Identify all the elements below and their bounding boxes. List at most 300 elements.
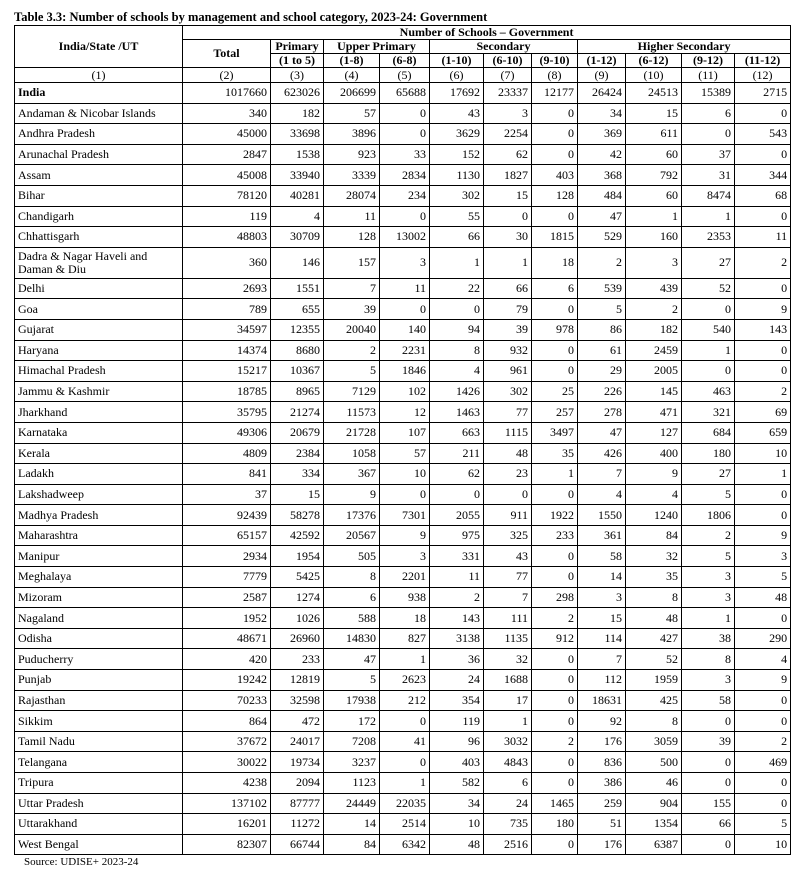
value-cell: 5 [324,670,380,691]
value-cell: 1954 [271,546,324,567]
value-cell: 1026 [271,608,324,629]
value-cell: 66 [682,814,735,835]
value-cell: 484 [578,185,626,206]
value-cell: 42592 [271,525,324,546]
value-cell: 4 [430,361,484,382]
value-cell: 7779 [183,567,271,588]
value-cell: 2254 [484,124,532,145]
value-cell: 60 [626,144,682,165]
value-cell: 43 [430,103,484,124]
value-cell: 789 [183,299,271,320]
value-cell: 17 [484,690,532,711]
value-cell: 65157 [183,525,271,546]
value-cell: 10367 [271,361,324,382]
value-cell: 471 [626,402,682,423]
value-cell: 2 [682,525,735,546]
value-cell: 2 [532,608,578,629]
value-cell: 34597 [183,319,271,340]
state-name-cell: Chandigarh [15,206,183,227]
value-cell: 114 [578,628,626,649]
value-cell: 27 [682,464,735,485]
table-row [15,608,791,629]
table-row [15,247,791,278]
table-row [15,773,791,794]
column-index: (9) [578,68,626,83]
value-cell: 0 [735,361,791,382]
value-cell: 17938 [324,690,380,711]
value-cell: 2 [735,247,791,278]
value-cell: 111 [484,608,532,629]
value-cell: 17376 [324,505,380,526]
value-cell: 14830 [324,628,380,649]
value-cell: 39 [484,319,532,340]
value-cell: 0 [532,670,578,691]
value-cell: 7 [578,649,626,670]
value-cell: 52 [682,278,735,299]
state-name-cell: Ladakh [15,464,183,485]
sub-header: (9-10) [532,54,578,68]
value-cell: 13002 [380,227,430,248]
value-cell: 0 [532,711,578,732]
value-cell: 39 [682,731,735,752]
value-cell: 128 [324,227,380,248]
value-cell: 47 [324,649,380,670]
value-cell: 1274 [271,587,324,608]
value-cell: 22 [430,278,484,299]
value-cell: 112 [578,670,626,691]
value-cell: 588 [324,608,380,629]
table-row [15,185,791,206]
value-cell: 0 [735,505,791,526]
value-cell: 20679 [271,422,324,443]
value-cell: 975 [430,525,484,546]
state-name-cell: Chhattisgarh [15,227,183,248]
table-row [15,422,791,443]
value-cell: 3237 [324,752,380,773]
value-cell: 1 [380,773,430,794]
value-cell: 582 [430,773,484,794]
table-row [15,670,791,691]
value-cell: 0 [532,206,578,227]
value-cell: 12 [380,402,430,423]
table-row [15,464,791,485]
value-cell: 62 [430,464,484,485]
table-row [15,299,791,320]
value-cell: 369 [578,124,626,145]
value-cell: 3 [578,587,626,608]
value-cell: 8965 [271,381,324,402]
value-cell: 368 [578,165,626,186]
value-cell: 66 [430,227,484,248]
value-cell: 1240 [626,505,682,526]
value-cell: 234 [380,185,430,206]
sub-header: (1 to 5) [271,54,324,68]
value-cell: 9 [735,670,791,691]
sub-header: (6-10) [484,54,532,68]
value-cell: 157 [324,247,380,278]
value-cell: 78120 [183,185,271,206]
table-row [15,731,791,752]
value-cell: 92 [578,711,626,732]
value-cell: 0 [682,711,735,732]
value-cell: 827 [380,628,430,649]
value-cell: 119 [183,206,271,227]
value-cell: 12177 [532,83,578,104]
value-cell: 61 [578,340,626,361]
value-cell: 0 [682,299,735,320]
column-index-row [15,68,791,83]
table-row [15,525,791,546]
state-name-cell: Jharkhand [15,402,183,423]
value-cell: 4 [271,206,324,227]
value-cell: 1123 [324,773,380,794]
state-name-cell: Odisha [15,628,183,649]
value-cell: 3896 [324,124,380,145]
value-cell: 19734 [271,752,324,773]
value-cell: 15 [578,608,626,629]
state-name-cell: Manipur [15,546,183,567]
value-cell: 233 [271,649,324,670]
sub-header: (1-8) [324,54,380,68]
value-cell: 2715 [735,83,791,104]
value-cell: 87777 [271,793,324,814]
state-name-cell: Tripura [15,773,183,794]
column-index: (6) [430,68,484,83]
value-cell: 27 [682,247,735,278]
state-name-cell: Andhra Pradesh [15,124,183,145]
state-name-cell: Uttar Pradesh [15,793,183,814]
value-cell: 8 [430,340,484,361]
value-cell: 1 [626,206,682,227]
value-cell: 77 [484,567,532,588]
state-name-cell: Uttarakhand [15,814,183,835]
value-cell: 28074 [324,185,380,206]
value-cell: 1 [484,711,532,732]
value-cell: 96 [430,731,484,752]
value-cell: 360 [183,247,271,278]
value-cell: 1550 [578,505,626,526]
value-cell: 47 [578,206,626,227]
value-cell: 2587 [183,587,271,608]
value-cell: 57 [380,443,430,464]
value-cell: 2 [430,587,484,608]
value-cell: 0 [735,484,791,505]
value-cell: 24 [430,670,484,691]
value-cell: 0 [735,690,791,711]
value-cell: 2 [626,299,682,320]
value-cell: 3339 [324,165,380,186]
value-cell: 19242 [183,670,271,691]
value-cell: 58278 [271,505,324,526]
value-cell: 2834 [380,165,430,186]
value-cell: 20040 [324,319,380,340]
value-cell: 0 [735,340,791,361]
value-cell: 912 [532,628,578,649]
value-cell: 33698 [271,124,324,145]
source-note: Source: UDISE+ 2023-24 [24,856,139,869]
value-cell: 2384 [271,443,324,464]
group-header: Number of Schools – Government [183,26,791,40]
table-row [15,628,791,649]
value-cell: 0 [735,144,791,165]
sub-header: (6-12) [626,54,682,68]
value-cell: 35 [532,443,578,464]
value-cell: 0 [532,834,578,855]
value-cell: 182 [271,103,324,124]
value-cell: 7208 [324,731,380,752]
table-title: Table 3.3: Number of schools by management and school category, 2023-24: Government [14,10,488,24]
value-cell: 961 [484,361,532,382]
primary-header: Primary [271,40,324,54]
state-name-cell: Sikkim [15,711,183,732]
value-cell: 36 [430,649,484,670]
value-cell: 26960 [271,628,324,649]
value-cell: 8 [626,711,682,732]
value-cell: 0 [484,484,532,505]
value-cell: 0 [532,773,578,794]
value-cell: 180 [532,814,578,835]
value-cell: 655 [271,299,324,320]
value-cell: 84 [324,834,380,855]
value-cell: 0 [735,608,791,629]
value-cell: 1058 [324,443,380,464]
value-cell: 0 [380,711,430,732]
value-cell: 4843 [484,752,532,773]
value-cell: 2 [735,731,791,752]
value-cell: 3 [735,546,791,567]
value-cell: 11 [735,227,791,248]
value-cell: 29 [578,361,626,382]
value-cell: 140 [380,319,430,340]
value-cell: 1538 [271,144,324,165]
value-cell: 5 [682,546,735,567]
value-cell: 79 [484,299,532,320]
value-cell: 257 [532,402,578,423]
value-cell: 472 [271,711,324,732]
value-cell: 7301 [380,505,430,526]
value-cell: 40281 [271,185,324,206]
column-index: (1) [15,68,183,83]
value-cell: 2005 [626,361,682,382]
value-cell: 505 [324,546,380,567]
table-row-india [15,83,791,104]
value-cell: 500 [626,752,682,773]
value-cell: 1551 [271,278,324,299]
value-cell: 30022 [183,752,271,773]
value-cell: 2353 [682,227,735,248]
upper-primary-header: Upper Primary [324,40,430,54]
value-cell: 0 [682,834,735,855]
value-cell: 354 [430,690,484,711]
value-cell: 3032 [484,731,532,752]
value-cell: 2201 [380,567,430,588]
value-cell: 137102 [183,793,271,814]
value-cell: 51 [578,814,626,835]
value-cell: 55 [430,206,484,227]
value-cell: 2516 [484,834,532,855]
value-cell: 16201 [183,814,271,835]
value-cell: 3 [682,567,735,588]
value-cell: 21274 [271,402,324,423]
value-cell: 18631 [578,690,626,711]
value-cell: 0 [682,752,735,773]
value-cell: 7 [578,464,626,485]
value-cell: 66744 [271,834,324,855]
value-cell: 0 [532,567,578,588]
value-cell: 1426 [430,381,484,402]
value-cell: 0 [682,361,735,382]
value-cell: 1952 [183,608,271,629]
value-cell: 864 [183,711,271,732]
value-cell: 1465 [532,793,578,814]
value-cell: 15389 [682,83,735,104]
value-cell: 212 [380,690,430,711]
value-cell: 539 [578,278,626,299]
state-name-cell: Jammu & Kashmir [15,381,183,402]
value-cell: 32 [626,546,682,567]
value-cell: 62 [484,144,532,165]
value-cell: 14 [324,814,380,835]
value-cell: 14374 [183,340,271,361]
column-index: (10) [626,68,682,83]
value-cell: 298 [532,587,578,608]
value-cell: 290 [735,628,791,649]
value-cell: 611 [626,124,682,145]
value-cell: 48803 [183,227,271,248]
state-name-cell: Rajasthan [15,690,183,711]
value-cell: 302 [430,185,484,206]
value-cell: 0 [735,278,791,299]
column-index: (12) [735,68,791,83]
value-cell: 0 [484,206,532,227]
state-name-cell: Telangana [15,752,183,773]
value-cell: 2623 [380,670,430,691]
value-cell: 127 [626,422,682,443]
value-cell: 1 [430,247,484,278]
table-row [15,319,791,340]
state-name-cell: Lakshadweep [15,484,183,505]
table-body [15,83,791,855]
value-cell: 6 [682,103,735,124]
value-cell: 3 [682,587,735,608]
secondary-header: Secondary [430,40,578,54]
value-cell: 1 [682,340,735,361]
column-index: (4) [324,68,380,83]
table-page [14,10,790,868]
value-cell: 65688 [380,83,430,104]
value-cell: 1922 [532,505,578,526]
value-cell: 2459 [626,340,682,361]
value-cell: 60 [626,185,682,206]
state-name-cell: Punjab [15,670,183,691]
table-row [15,402,791,423]
table-row [15,752,791,773]
value-cell: 904 [626,793,682,814]
value-cell: 48 [735,587,791,608]
value-cell: 469 [735,752,791,773]
value-cell: 146 [271,247,324,278]
value-cell: 2094 [271,773,324,794]
value-cell: 37 [682,144,735,165]
value-cell: 0 [532,690,578,711]
value-cell: 39 [324,299,380,320]
value-cell: 1463 [430,402,484,423]
value-cell: 35795 [183,402,271,423]
value-cell: 8 [626,587,682,608]
value-cell: 77 [484,402,532,423]
value-cell: 1 [380,649,430,670]
state-name-cell: Gujarat [15,319,183,340]
value-cell: 233 [532,525,578,546]
state-name-cell: Puducherry [15,649,183,670]
value-cell: 9 [626,464,682,485]
value-cell: 48 [626,608,682,629]
table-row [15,144,791,165]
value-cell: 0 [532,144,578,165]
value-cell: 684 [682,422,735,443]
value-cell: 119 [430,711,484,732]
state-name-cell: Nagaland [15,608,183,629]
state-name-cell: Madhya Pradesh [15,505,183,526]
value-cell: 34 [430,793,484,814]
value-cell: 3 [626,247,682,278]
value-cell: 6 [532,278,578,299]
value-cell: 3059 [626,731,682,752]
value-cell: 2055 [430,505,484,526]
table-row [15,443,791,464]
value-cell: 10 [735,443,791,464]
value-cell: 0 [380,752,430,773]
state-name-cell: Andaman & Nicobar Islands [15,103,183,124]
value-cell: 0 [430,299,484,320]
state-name-cell: Himachal Pradesh [15,361,183,382]
value-cell: 57 [324,103,380,124]
value-cell: 344 [735,165,791,186]
value-cell: 5 [735,814,791,835]
value-cell: 321 [682,402,735,423]
value-cell: 107 [380,422,430,443]
value-cell: 34 [578,103,626,124]
value-cell: 48 [430,834,484,855]
value-cell: 0 [735,793,791,814]
value-cell: 7 [484,587,532,608]
value-cell: 4238 [183,773,271,794]
value-cell: 623026 [271,83,324,104]
value-cell: 11 [430,567,484,588]
state-name-cell: Maharashtra [15,525,183,546]
value-cell: 12355 [271,319,324,340]
value-cell: 7 [324,278,380,299]
value-cell: 172 [324,711,380,732]
value-cell: 155 [682,793,735,814]
value-cell: 0 [532,103,578,124]
value-cell: 8 [682,649,735,670]
table-row [15,381,791,402]
value-cell: 278 [578,402,626,423]
value-cell: 427 [626,628,682,649]
value-cell: 1 [484,247,532,278]
value-cell: 1815 [532,227,578,248]
higher-secondary-header: Higher Secondary [578,40,791,54]
sub-header: (1-10) [430,54,484,68]
value-cell: 0 [532,484,578,505]
value-cell: 4 [626,484,682,505]
value-cell: 152 [430,144,484,165]
value-cell: 386 [578,773,626,794]
value-cell: 11272 [271,814,324,835]
value-cell: 38 [682,628,735,649]
value-cell: 325 [484,525,532,546]
